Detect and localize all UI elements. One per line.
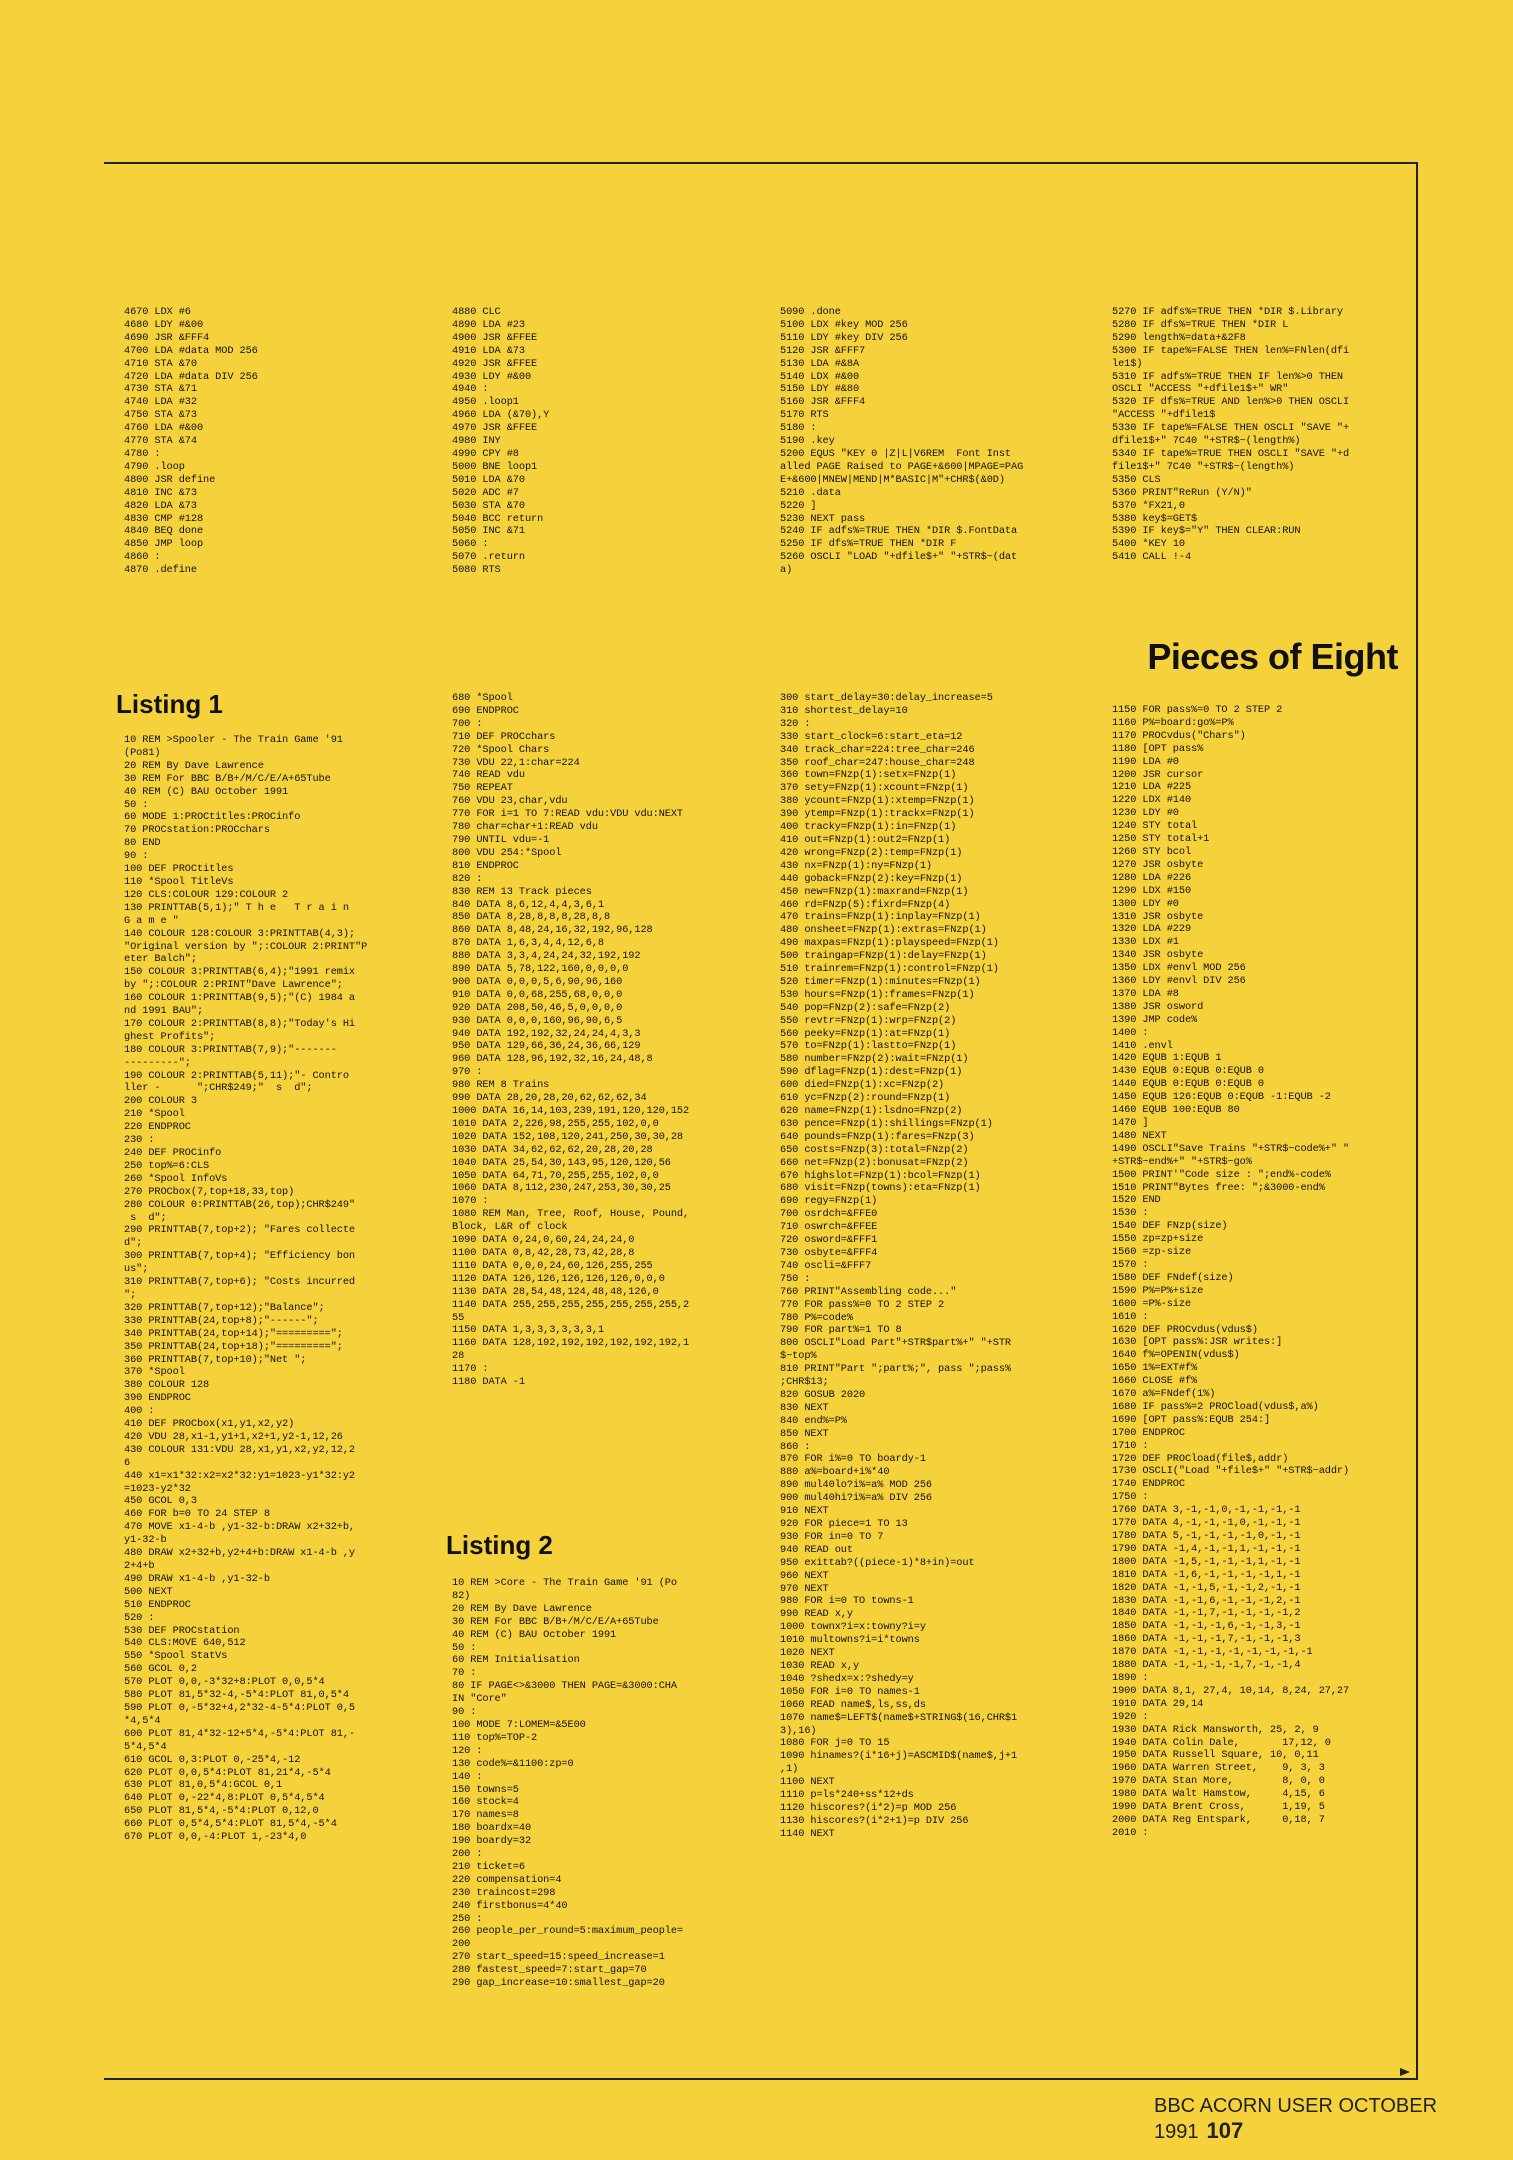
listing-1-column-1: 10 REM >Spooler - The Train Game '91 (Po81) 20 REM By Dave Lawrence 30 REM For BBC B/B+/M/C/E/A+65Tube 40 REM (C) BAU October 1991 50 : 60 MODE 1:PROCtitles:PROCinfo 70 PROCstation:PROCchars 80 END 90 : 100 DEF PROCtitles 110 *Spool TitleVs 120 CLS:COLOUR 129:COLOUR 2 130 PRINTTAB(5,1);" T h e T r a i n G a m e " 140 COLOUR 128:COLOUR 3:PRINTTAB(4,3); "Original version by ";:COLOUR 2:PRINT"P eter Balch"; 150 COLOUR 3:PRINTTAB(6,4);"1991 remix by ";:COLOUR 2:PRINT"Dave Lawrence"; 160 COLOUR 1:PRINTTAB(9,5);"(C) 1984 a nd 1991 BAU"; 170 COLOUR 2:PRINTTAB(8,8);"Today's Hi ghest Profits"; 180 COLOUR 3:PRINTTAB(7,9);"------- ---------"; 190 COLOUR 2:PRINTTAB(5,11);"- Contro ller - ";CHR$249;" s d"; 200 COLOUR 3 210 *Spool 220 ENDPROC 230 : 240 DEF PROCinfo 250 top%=6:CLS 260 *Spool InfoVs 270 PROCbox(7,top+18,33,top) 280 COLOUR 0:PRINTTAB(26,top);CHR$249" s d"; 290 PRINTTAB(7,top+2); "Fares collecte d"; 300 PRINTTAB(7,top+4); "Efficiency bon us"; 310 PRINTTAB(7,top+6); "Costs incurred "; 320 PRINTTAB(7,top+12);"Balance"; 330 PRINTTAB(24,top+8);"------"; 340 PRINTTAB(24,top+14);"========="; 350 PRINTTAB(24,top+18);"========="; 360 PRINTTAB(7,top+10);"Net "; 370 *Spool 380 COLOUR 128 390 ENDPROC 400 : 410 DEF PROCbox(x1,y1,x2,y2) 420 VDU 28,x1-1,y1+1,x2+1,y2-1,12,26 430 COLOUR 131:VDU 28,x1,y1,x2,y2,12,2 6 440 x1=x1*32:x2=x2*32:y1=1023-y1*32:y2 =1023-y2*32 450 GCOL 0,3 460 FOR b=0 TO 24 STEP 8 470 MOVE x1-4-b ,y1-32-b:DRAW x2+32+b, y1-32-b 480 DRAW x2+32+b,y2+4+b:DRAW x1-4-b ,y 2+4+b 490 DRAW x1-4-b ,y1-32-b 500 NEXT 510 ENDPROC 520 : 530 DEF PROCstation 540 CLS:MOVE 640,512 550 *Spool StatVs 560 GCOL 0,2 570 PLOT 0,0,-3*32+8:PLOT 0,0,5*4 580 PLOT 81,5*32-4,-5*4:PLOT 81,0,5*4 590 PLOT 0,-5*32+4,2*32-4-5*4:PLOT 0,5 *4,5*4 600 PLOT 81,4*32-12+5*4,-5*4:PLOT 81,- 5*4,5*4 610 GCOL 0,3:PLOT 0,-25*4,-12 620 PLOT 0,0,5*4:PLOT 81,21*4,-5*4 630 PLOT 81,0,5*4:GCOL 0,1 640 PLOT 0,-22*4,8:PLOT 0,5*4,5*4 650 PLOT 81,5*4,-5*4:PLOT 0,12,0 660 PLOT 0,5*4,5*4:PLOT 81,5*4,-5*4 670 PLOT 0,0,-4:PLOT 1,-23*4,0 [124,734,368,1844]
publication-name: BBC ACORN USER OCTOBER 1991 [1154,2095,1438,2143]
listing-1-column-2: 680 *Spool 690 ENDPROC 700 : 710 DEF PROCchars 720 *Spool Chars 730 VDU 22,1:char=224 740 READ vdu 750 REPEAT 760 VDU 23,char,vdu 770 FOR i=1 TO 7:READ vdu:VDU vdu:NEXT 780 char=char+1:READ vdu 790 UNTIL vdu=-1 800 VDU 254:*Spool 810 ENDPROC 820 : 830 REM 13 Track pieces 840 DATA 8,6,12,4,4,3,6,1 850 DATA 8,28,8,8,8,28,8,8 860 DATA 8,48,24,16,32,192,96,128 870 DATA 1,6,3,4,4,12,6,8 880 DATA 3,3,4,24,24,32,192,192 890 DATA 5,78,122,160,0,0,0,0 900 DATA 0,0,0,5,6,90,96,160 910 DATA 0,0,68,255,68,0,0,0 920 DATA 208,50,46,5,0,0,0,0 930 DATA 0,0,0,160,96,90,6,5 940 DATA 192,192,32,24,24,4,3,3 950 DATA 129,66,36,24,36,66,129 960 DATA 128,96,192,32,16,24,48,8 970 : 980 REM 8 Trains 990 DATA 28,20,28,20,62,62,62,34 1000 DATA 16,14,103,239,191,120,120,152 1010 DATA 2,226,98,255,255,102,0,0 1020 DATA 152,108,120,241,250,30,30,28 1030 DATA 34,62,62,62,20,28,20,28 1040 DATA 25,54,30,143,95,120,120,56 1050 DATA 64,71,70,255,255,102,0,0 1060 DATA 8,112,230,247,253,30,30,25 1070 : 1080 REM Man, Tree, Roof, House, Pound, Block, L&R of clock 1090 DATA 0,24,0,60,24,24,24,0 1100 DATA 0,8,42,28,73,42,28,8 1110 DATA 0,0,0,24,60,126,255,255 1120 DATA 126,126,126,126,126,0,0,0 1130 DATA 28,54,48,124,48,48,126,0 1140 DATA 255,255,255,255,255,255,255,2 55 1150 DATA 1,3,3,3,3,3,3,1 1160 DATA 128,192,192,192,192,192,192,1 28 1170 : 1180 DATA -1 [452,692,690,1389]
listing-2-column-2: 10 REM >Core - The Train Game '91 (Po 82) 20 REM By Dave Lawrence 30 REM For BBC B/B+/M/C/E/A+65Tube 40 REM (C) BAU October 1991 50 : 60 REM Initialisation 70 : 80 IF PAGE<>&3000 THEN PAGE=&3000:CHA IN "Core" 90 : 100 MODE 7:LOMEM=&5E00 110 top%=TOP-2 120 : 130 code%=&1100:zp=0 140 : 150 towns=5 160 stock=4 170 names=8 180 boardx=40 190 boardy=32 200 : 210 ticket=6 220 compensation=4 230 traincost=298 240 firstbonus=4*40 250 : 260 people_per_round=5:maximum_people= 200 270 start_speed=15:speed_increase=1 280 fastest_speed=7:start_gap=70 290 gap_increase=10:smallest_gap=20 [452,1577,684,1990]
listing-2-column-3: 300 start_delay=30:delay_increase=5 310 shortest_delay=10 320 : 330 start_clock=6:start_eta=12 340 track_char=224:tree_char=246 350 roof_char=247:house_char=248 360 town=FNzp(1):setx=FNzp(1) 370 sety=FNzp(1):xcount=FNzp(1) 380 ycount=FNzp(1):xtemp=FNzp(1) 390 ytemp=FNzp(1):trackx=FNzp(1) 400 tracky=FNzp(1):in=FNzp(1) 410 out=FNzp(1):out2=FNzp(1) 420 wrong=FNzp(2):temp=FNzp(1) 430 nx=FNzp(1):ny=FNzp(1) 440 goback=FNzp(2):key=FNzp(1) 450 new=FNzp(1):maxrand=FNzp(1) 460 rd=FNzp(5):fixrd=FNzp(4) 470 trains=FNzp(1):inplay=FNzp(1) 480 onsheet=FNzp(1):extras=FNzp(1) 490 maxpas=FNzp(1):playspeed=FNzp(1) 500 traingap=FNzp(1):delay=FNzp(1) 510 trainrem=FNzp(1):control=FNzp(1) 520 timer=FNzp(1):minutes=FNzp(1) 530 hours=FNzp(1):frames=FNzp(1) 540 pop=FNzp(2):safe=FNzp(2) 550 revtr=FNzp(1):wrp=FNzp(2) 560 peeky=FNzp(1):at=FNzp(1) 570 to=FNzp(1):lastto=FNzp(1) 580 number=FNzp(2):wait=FNzp(1) 590 dflag=FNzp(1):dest=FNzp(1) 600 died=FNzp(1):xc=FNzp(2) 610 yc=FNzp(2):round=FNzp(1) 620 name=FNzp(1):lsdno=FNzp(2) 630 pence=FNzp(1):shillings=FNzp(1) 640 pounds=FNzp(1):fares=FNzp(3) 650 costs=FNzp(3):total=FNzp(2) 660 net=FNzp(2):bonusat=FNzp(2) 670 highslot=FNzp(1):bcol=FNzp(1) 680 visit=FNzp(towns):eta=FNzp(1) 690 regy=FNzp(1) 700 osrdch=&FFE0 710 oswrch=&FFEE 720 osword=&FFF1 730 osbyte=&FFF4 740 oscli=&FFF7 750 : 760 PRINT"Assembling code..." 770 FOR pass%=0 TO 2 STEP 2 780 P%=code% 790 FOR part%=1 TO 8 800 OSCLI"Load Part"+STR$part%+" "+STR $~top% 810 PRINT"Part ";part%;", pass ";pass% ;CHR$13; 820 GOSUB 2020 830 NEXT 840 end%=P% 850 NEXT 860 : 870 FOR i%=0 TO boardy-1 880 a%=board+i%*40 890 mul40lo?i%=a% MOD 256 900 mul40hi?i%=a% DIV 256 910 NEXT 920 FOR piece=1 TO 13 930 FOR in=0 TO 7 940 READ out 950 exittab?((piece-1)*8+in)=out 960 NEXT 970 NEXT 980 FOR i=0 TO towns-1 990 READ x,y 1000 townx?i=x:towny?i=y 1010 multowns?i=i*towns 1020 NEXT 1030 READ x,y 1040 ?shedx=x:?shedy=y 1050 FOR i=0 TO names-1 1060 READ name$,ls,ss,ds 1070 name$=LEFT$(name$+STRING$(16,CHR$1 3),16) 1080 FOR j=0 TO 15 1090 hinames?(i*16+j)=ASCMID$(name$,j+1 ,1) 1100 NEXT 1110 p=ls*240+ss*12+ds 1120 hiscores?(i*2)=p MOD 256 1130 hiscores?(i*2+1)=p DIV 256 1140 NEXT [780,692,1018,1840]
pieces-of-eight-title: Pieces of Eight [1147,636,1398,677]
listing-2-column-4: 1150 FOR pass%=0 TO 2 STEP 2 1160 P%=board:go%=P% 1170 PROCvdus("Chars") 1180 [OPT pass% 1190 LDA #0 1200 JSR cursor 1210 LDA #225 1220 LDX #140 1230 LDY #0 1240 STY total 1250 STY total+1 1260 STY bcol 1270 JSR osbyte 1280 LDA #226 1290 LDX #150 1300 LDY #0 1310 JSR osbyte 1320 LDA #229 1330 LDX #1 1340 JSR osbyte 1350 LDX #envl MOD 256 1360 LDY #envl DIV 256 1370 LDA #8 1380 JSR osword 1390 JMP code% 1400 : 1410 .envl 1420 EQUB 1:EQUB 1 1430 EQUB 0:EQUB 0:EQUB 0 1440 EQUB 0:EQUB 0:EQUB 0 1450 EQUB 126:EQUB 0:EQUB -1:EQUB -2 1460 EQUB 100:EQUB 80 1470 ] 1480 NEXT 1490 OSCLI"Save Trains "+STR$~code%+" " +STR$~end%+" "+STR$~go% 1500 PRINT'"Code size : ";end%-code% 1510 PRINT"Bytes free: ";&3000-end% 1520 END 1530 : 1540 DEF FNzp(size) 1550 zp=zp+size 1560 =zp-size 1570 : 1580 DEF FNdef(size) 1590 P%=P%+size 1600 =P%-size 1610 : 1620 DEF PROCvdus(vdus$) 1630 [OPT pass%:JSR writes:] 1640 f%=OPENIN(vdus$) 1650 1%=EXT#f% 1660 CLOSE #f% 1670 a%=FNdef(1%) 1680 IF pass%=2 PROCload(vdus$,a%) 1690 [OPT pass%:EQUB 254:] 1700 ENDPROC 1710 : 1720 DEF PROCload(file$,addr) 1730 OSCLI("Load "+file$+" "+STR$~addr) 1740 ENDPROC 1750 : 1760 DATA 3,-1,-1,0,-1,-1,-1,-1 1770 DATA 4,-1,-1,-1,0,-1,-1,-1 1780 DATA 5,-1,-1,-1,-1,0,-1,-1 1790 DATA -1,4,-1,-1,1,-1,-1,-1 1800 DATA -1,5,-1,-1,-1,1,-1,-1 1810 DATA -1,6,-1,-1,-1,-1,1,-1 1820 DATA -1,-1,5,-1,-1,2,-1,-1 1830 DATA -1,-1,6,-1,-1,-1,2,-1 1840 DATA -1,-1,7,-1,-1,-1,-1,2 1850 DATA -1,-1,-1,6,-1,-1,3,-1 1860 DATA -1,-1,-1,7,-1,-1,-1,3 1870 DATA -1,-1,-1,-1,-1,-1,-1,-1 1880 DATA -1,-1,-1,-1,7,-1,-1,4 1890 : 1900 DATA 8,1, 27,4, 10,14, 8,24, 27,27 1910 DATA 29,14 1920 : 1930 DATA Rick Mansworth, 25, 2, 9 1940 DATA Colin Dale, 17,12, 0 1950 DATA Russell Square, 10, 0,11 1960 DATA Warren Street, 9, 3, 3 1970 DATA Stan More, 8, 0, 0 1980 DATA Walt Hamstow, 4,15, 6 1990 DATA Brent Cross, 1,19, 5 2000 DATA Reg Entspark, 0,18, 7 2010 : [1112,704,1350,1839]
listing-1-heading: Listing 1 [116,689,223,719]
top-listing-column-1: 4670 LDX #6 4680 LDY #&00 4690 JSR &FFF4 4700 LDA #data MOD 256 4710 STA &70 4720 LDA #data DIV 256 4730 STA &71 4740 LDA #32 4750 STA &73 4760 LDA #&00 4770 STA &74 4780 : 4790 .loop 4800 JSR define 4810 INC &73 4820 LDA &73 4830 CMP #128 4840 BEQ done 4850 JMP loop 4860 : 4870 .define [124,306,258,577]
listing-2-heading: Listing 2 [446,1530,553,1560]
end-of-article-marker [1400,2068,1410,2076]
top-listing-column-2: 4880 CLC 4890 LDA #23 4900 JSR &FFEE 4910 LDA &73 4920 JSR &FFEE 4930 LDY #&00 4940 : 4950 .loop1 4960 LDA (&70),Y 4970 JSR &FFEE 4980 INY 4990 CPY #8 5000 BNE loop1 5010 LDA &70 5020 ADC #7 5030 STA &70 5040 BCC return 5050 INC &71 5060 : 5070 .return 5080 RTS [452,306,550,577]
top-listing-column-3: 5090 .done 5100 LDX #key MOD 256 5110 LDY #key DIV 256 5120 JSR &FFF7 5130 LDA #&8A 5140 LDX #&00 5150 LDY #&80 5160 JSR &FFF4 5170 RTS 5180 : 5190 .key 5200 EQUS "KEY 0 |Z|L|V6REM Font Inst alled PAGE Raised to PAGE+&600|MPAGE=PAG E+&600|MNEW|MEND|M*BASIC|M"+CHR$(&0D) 5210 .data 5220 ] 5230 NEXT pass 5240 IF adfs%=TRUE THEN *DIR $.FontData 5250 IF dfs%=TRUE THEN *DIR F 5260 OSCLI "LOAD "+dfile$+" "+STR$~(dat a) [780,306,1024,577]
page-number: 107 [1206,2118,1244,2143]
top-listing-column-4: 5270 IF adfs%=TRUE THEN *DIR $.Library 5280 IF dfs%=TRUE THEN *DIR L 5290 length%=data+&2F8 5300 IF tape%=FALSE THEN len%=FNlen(dfi le1$) 5310 IF adfs%=TRUE THEN IF len%>0 THEN OSCLI "ACCESS "+dfile1$+" WR" 5320 IF dfs%=TRUE AND len%>0 THEN OSCLI "ACCESS "+dfile1$ 5330 IF tape%=FALSE THEN OSCLI "SAVE "+ dfile1$+" 7C40 "+STR$~(length%) 5340 IF tape%=TRUE THEN OSCLI "SAVE "+d file1$+" 7C40 "+STR$~(length%) 5350 CLS 5360 PRINT"ReRun (Y/N)" 5370 *FX21,0 5380 key$=GET$ 5390 IF key$="Y" THEN CLEAR:RUN 5400 *KEY 10 5410 CALL !-4 [1112,306,1350,564]
page-footer [1154,2095,1513,2144]
